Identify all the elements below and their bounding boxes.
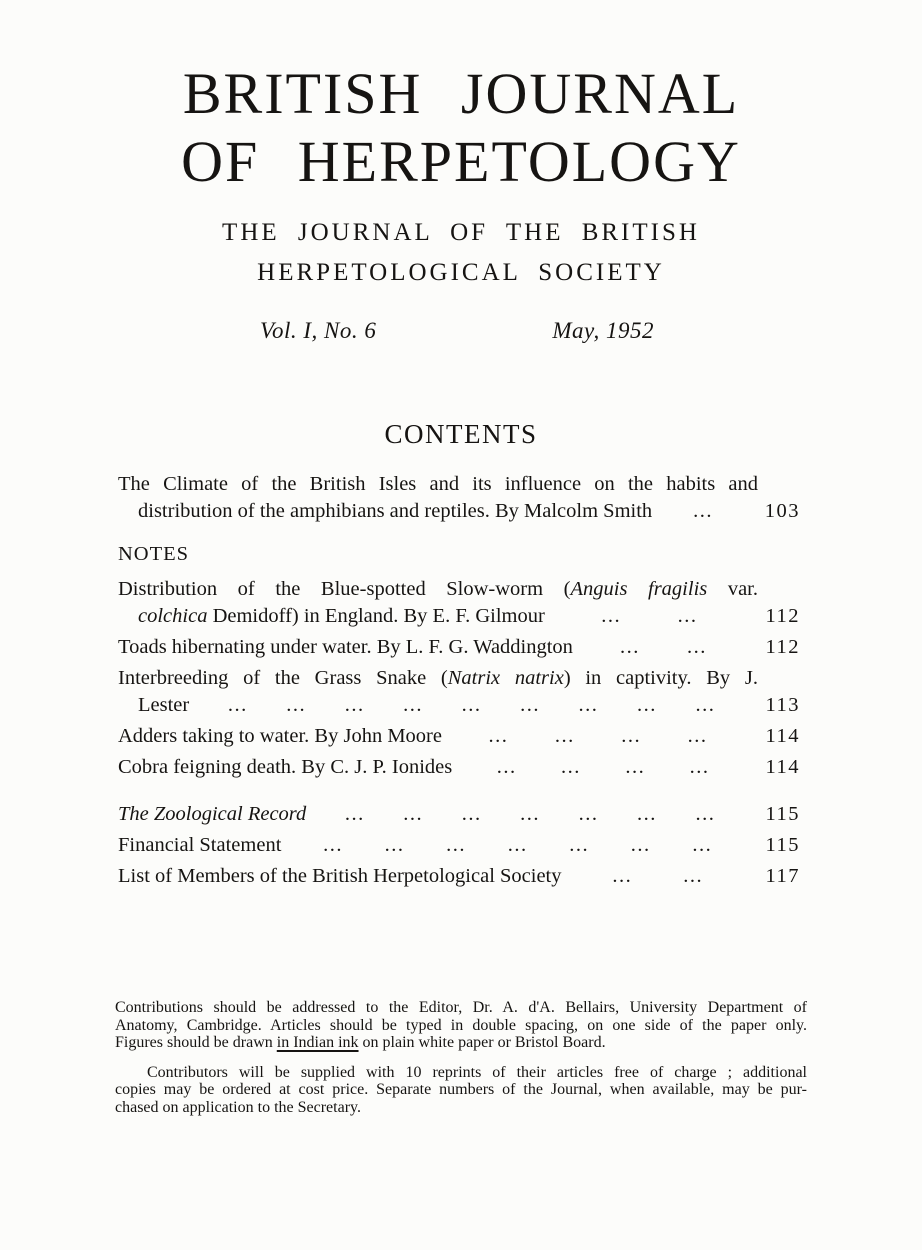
text-segment: Demidoff) in England. By E. F. Gilmour	[207, 605, 545, 627]
text-segment: Interbreeding of the Grass Snake (	[118, 667, 448, 689]
toc-page-number: 113	[765, 694, 800, 716]
toc-line	[118, 576, 758, 603]
italic-title-text: Natrix natrix	[447, 667, 564, 689]
dot-group: ...	[695, 694, 716, 716]
dot-group: ...	[625, 756, 646, 778]
text-segment: Anatomy, Cambridge. Articles should be typed in double spacing, on one side of the paper only.	[115, 1016, 807, 1034]
text-segment: var.	[707, 578, 758, 600]
text-segment: List of Members of the British Herpetological Society	[118, 865, 562, 887]
toc-entry-text	[118, 498, 652, 525]
toc-line	[118, 863, 800, 890]
footer-line	[115, 1017, 807, 1035]
footer-line	[115, 1034, 807, 1052]
text-segment: Distribution of the Blue-spotted Slow-worm (	[118, 578, 571, 600]
toc-dot-leader	[573, 634, 754, 661]
italic-title-text: colchica	[138, 605, 208, 627]
toc-line	[118, 471, 758, 498]
toc-page-number: 117	[765, 865, 800, 887]
toc-page-number: 103	[764, 500, 800, 522]
toc-line	[118, 634, 800, 661]
dot-group: ...	[488, 725, 509, 747]
toc-entry	[118, 754, 800, 781]
toc-dot-leader	[189, 692, 754, 719]
dot-group: ...	[461, 803, 482, 825]
footer-paragraph	[115, 1064, 807, 1117]
dot-group: ...	[561, 756, 581, 778]
text-segment: Contributors will be supplied with 10 reprints of their articles free of charge ; additional	[147, 1063, 807, 1081]
dot-group: ...	[496, 756, 517, 778]
toc-page-number: 112	[765, 636, 800, 658]
dot-group: ...	[687, 725, 708, 747]
dot-group: ...	[520, 803, 541, 825]
dot-group: ...	[620, 636, 640, 658]
contents-heading: CONTENTS	[384, 419, 538, 449]
table-of-contents	[118, 471, 800, 890]
text-segment: Cobra feigning death. By C. J. P. Ionides	[118, 756, 453, 778]
toc-page-number: 112	[765, 605, 800, 627]
text-segment: Adders taking to water. By John Moore	[118, 725, 442, 747]
editorial-notes	[115, 999, 807, 1117]
journal-subtitle-line2: HERPETOLOGICAL SOCIETY	[257, 259, 665, 286]
dot-group: ...	[637, 803, 657, 825]
dot-group: ...	[695, 803, 716, 825]
toc-line	[118, 832, 800, 859]
toc-line	[118, 801, 800, 828]
dot-group: ...	[461, 694, 482, 716]
text-segment: distribution of the amphibians and reptiles. By Malcolm Smith	[138, 500, 653, 522]
footer-paragraph	[115, 999, 807, 1052]
toc-dot-leader	[452, 754, 754, 781]
text-segment: copies may be ordered at cost price. Separate numbers of the Journal, when available, may be pur-	[115, 1081, 807, 1099]
dot-group: ...	[403, 694, 424, 716]
toc-dot-leader	[281, 832, 754, 859]
toc-entry-text	[118, 801, 306, 828]
footer-line	[115, 1099, 807, 1117]
dot-group: ...	[520, 694, 540, 716]
toc-dot-leader	[442, 723, 754, 750]
toc-entry	[118, 634, 800, 661]
toc-dot-leader	[652, 498, 754, 525]
journal-subtitle	[0, 213, 922, 293]
dot-group: ...	[612, 865, 633, 887]
dot-group: ...	[578, 803, 599, 825]
volume-issue-label: Vol. I, No. 6	[260, 318, 377, 343]
toc-line	[118, 498, 800, 525]
toc-entry	[118, 471, 800, 525]
dot-group: ...	[677, 605, 698, 627]
dot-group: ...	[601, 605, 622, 627]
dot-group: ...	[692, 834, 713, 856]
text-segment: Lester	[138, 694, 190, 716]
italic-title-text: The Zoological Record	[118, 803, 307, 825]
toc-page-number: 115	[765, 834, 800, 856]
dot-group: ...	[554, 725, 575, 747]
dot-group: ...	[693, 500, 714, 522]
toc-line	[118, 754, 800, 781]
toc-dot-leader	[306, 801, 754, 828]
toc-entry-text	[118, 863, 562, 890]
toc-line	[118, 692, 800, 719]
journal-title-line1: BRITISH JOURNAL	[182, 61, 740, 126]
dot-group: ...	[323, 834, 343, 856]
dot-group: ...	[689, 756, 710, 778]
toc-line	[118, 665, 758, 692]
journal-title-line2: OF HERPETOLOGY	[181, 129, 741, 194]
text-segment: Figures should be drawn	[115, 1034, 277, 1052]
toc-entry	[118, 665, 800, 719]
dot-group: ...	[578, 694, 599, 716]
text-segment: ) in captivity. By J.	[563, 667, 758, 689]
underlined-phrase: in Indian ink	[276, 1034, 359, 1052]
toc-entry-text	[118, 754, 452, 781]
toc-entry	[118, 863, 800, 890]
toc-section-heading: NOTES	[118, 543, 190, 565]
text-segment: chased on application to the Secretary.	[115, 1098, 361, 1116]
toc-dot-leader	[562, 863, 754, 890]
journal-title	[0, 60, 922, 196]
toc-page-number: 114	[765, 725, 800, 747]
dot-group: ...	[384, 834, 405, 856]
dot-group: ...	[569, 834, 590, 856]
toc-entry-text	[118, 723, 442, 750]
toc-entry	[118, 576, 800, 630]
text-segment: Contributions should be addressed to the Editor, Dr. A. d'A. Bellairs, University Department of	[115, 999, 807, 1016]
dot-group: ...	[507, 834, 528, 856]
toc-line	[118, 723, 800, 750]
dot-group: ...	[683, 865, 704, 887]
toc-page-number: 114	[765, 756, 800, 778]
italic-title-text: Anguis fragilis	[570, 578, 708, 600]
dot-group: ...	[446, 834, 467, 856]
dot-group: ...	[227, 694, 248, 716]
toc-entry-text	[118, 603, 545, 630]
journal-subtitle-line1: THE JOURNAL OF THE BRITISH	[222, 219, 700, 246]
toc-entry-text	[118, 634, 573, 661]
dot-group: ...	[286, 694, 307, 716]
volume-date-row	[260, 318, 654, 344]
dot-group: ...	[344, 803, 365, 825]
text-segment: The Climate of the British Isles and its influence on the habits and	[118, 473, 758, 495]
text-segment: Financial Statement	[118, 834, 282, 856]
toc-entry-text	[118, 832, 281, 859]
issue-date-label: May, 1952	[552, 318, 654, 343]
dot-group: ...	[621, 725, 642, 747]
toc-dot-leader	[545, 603, 754, 630]
toc-entry	[118, 801, 800, 828]
toc-entry	[118, 832, 800, 859]
footer-line	[115, 1064, 807, 1082]
dot-group: ...	[687, 636, 707, 658]
toc-entry	[118, 723, 800, 750]
text-segment: on plain white paper or Bristol Board.	[358, 1034, 606, 1052]
dot-group: ...	[403, 803, 424, 825]
dot-group: ...	[344, 694, 365, 716]
footer-line	[115, 999, 807, 1017]
dot-group: ...	[630, 834, 651, 856]
dot-group: ...	[636, 694, 657, 716]
toc-entry-text	[118, 692, 189, 719]
text-segment: Toads hibernating under water. By L. F. G. Waddington	[118, 636, 573, 658]
toc-page-number: 115	[765, 803, 800, 825]
toc-line	[118, 603, 800, 630]
footer-line	[115, 1081, 807, 1099]
